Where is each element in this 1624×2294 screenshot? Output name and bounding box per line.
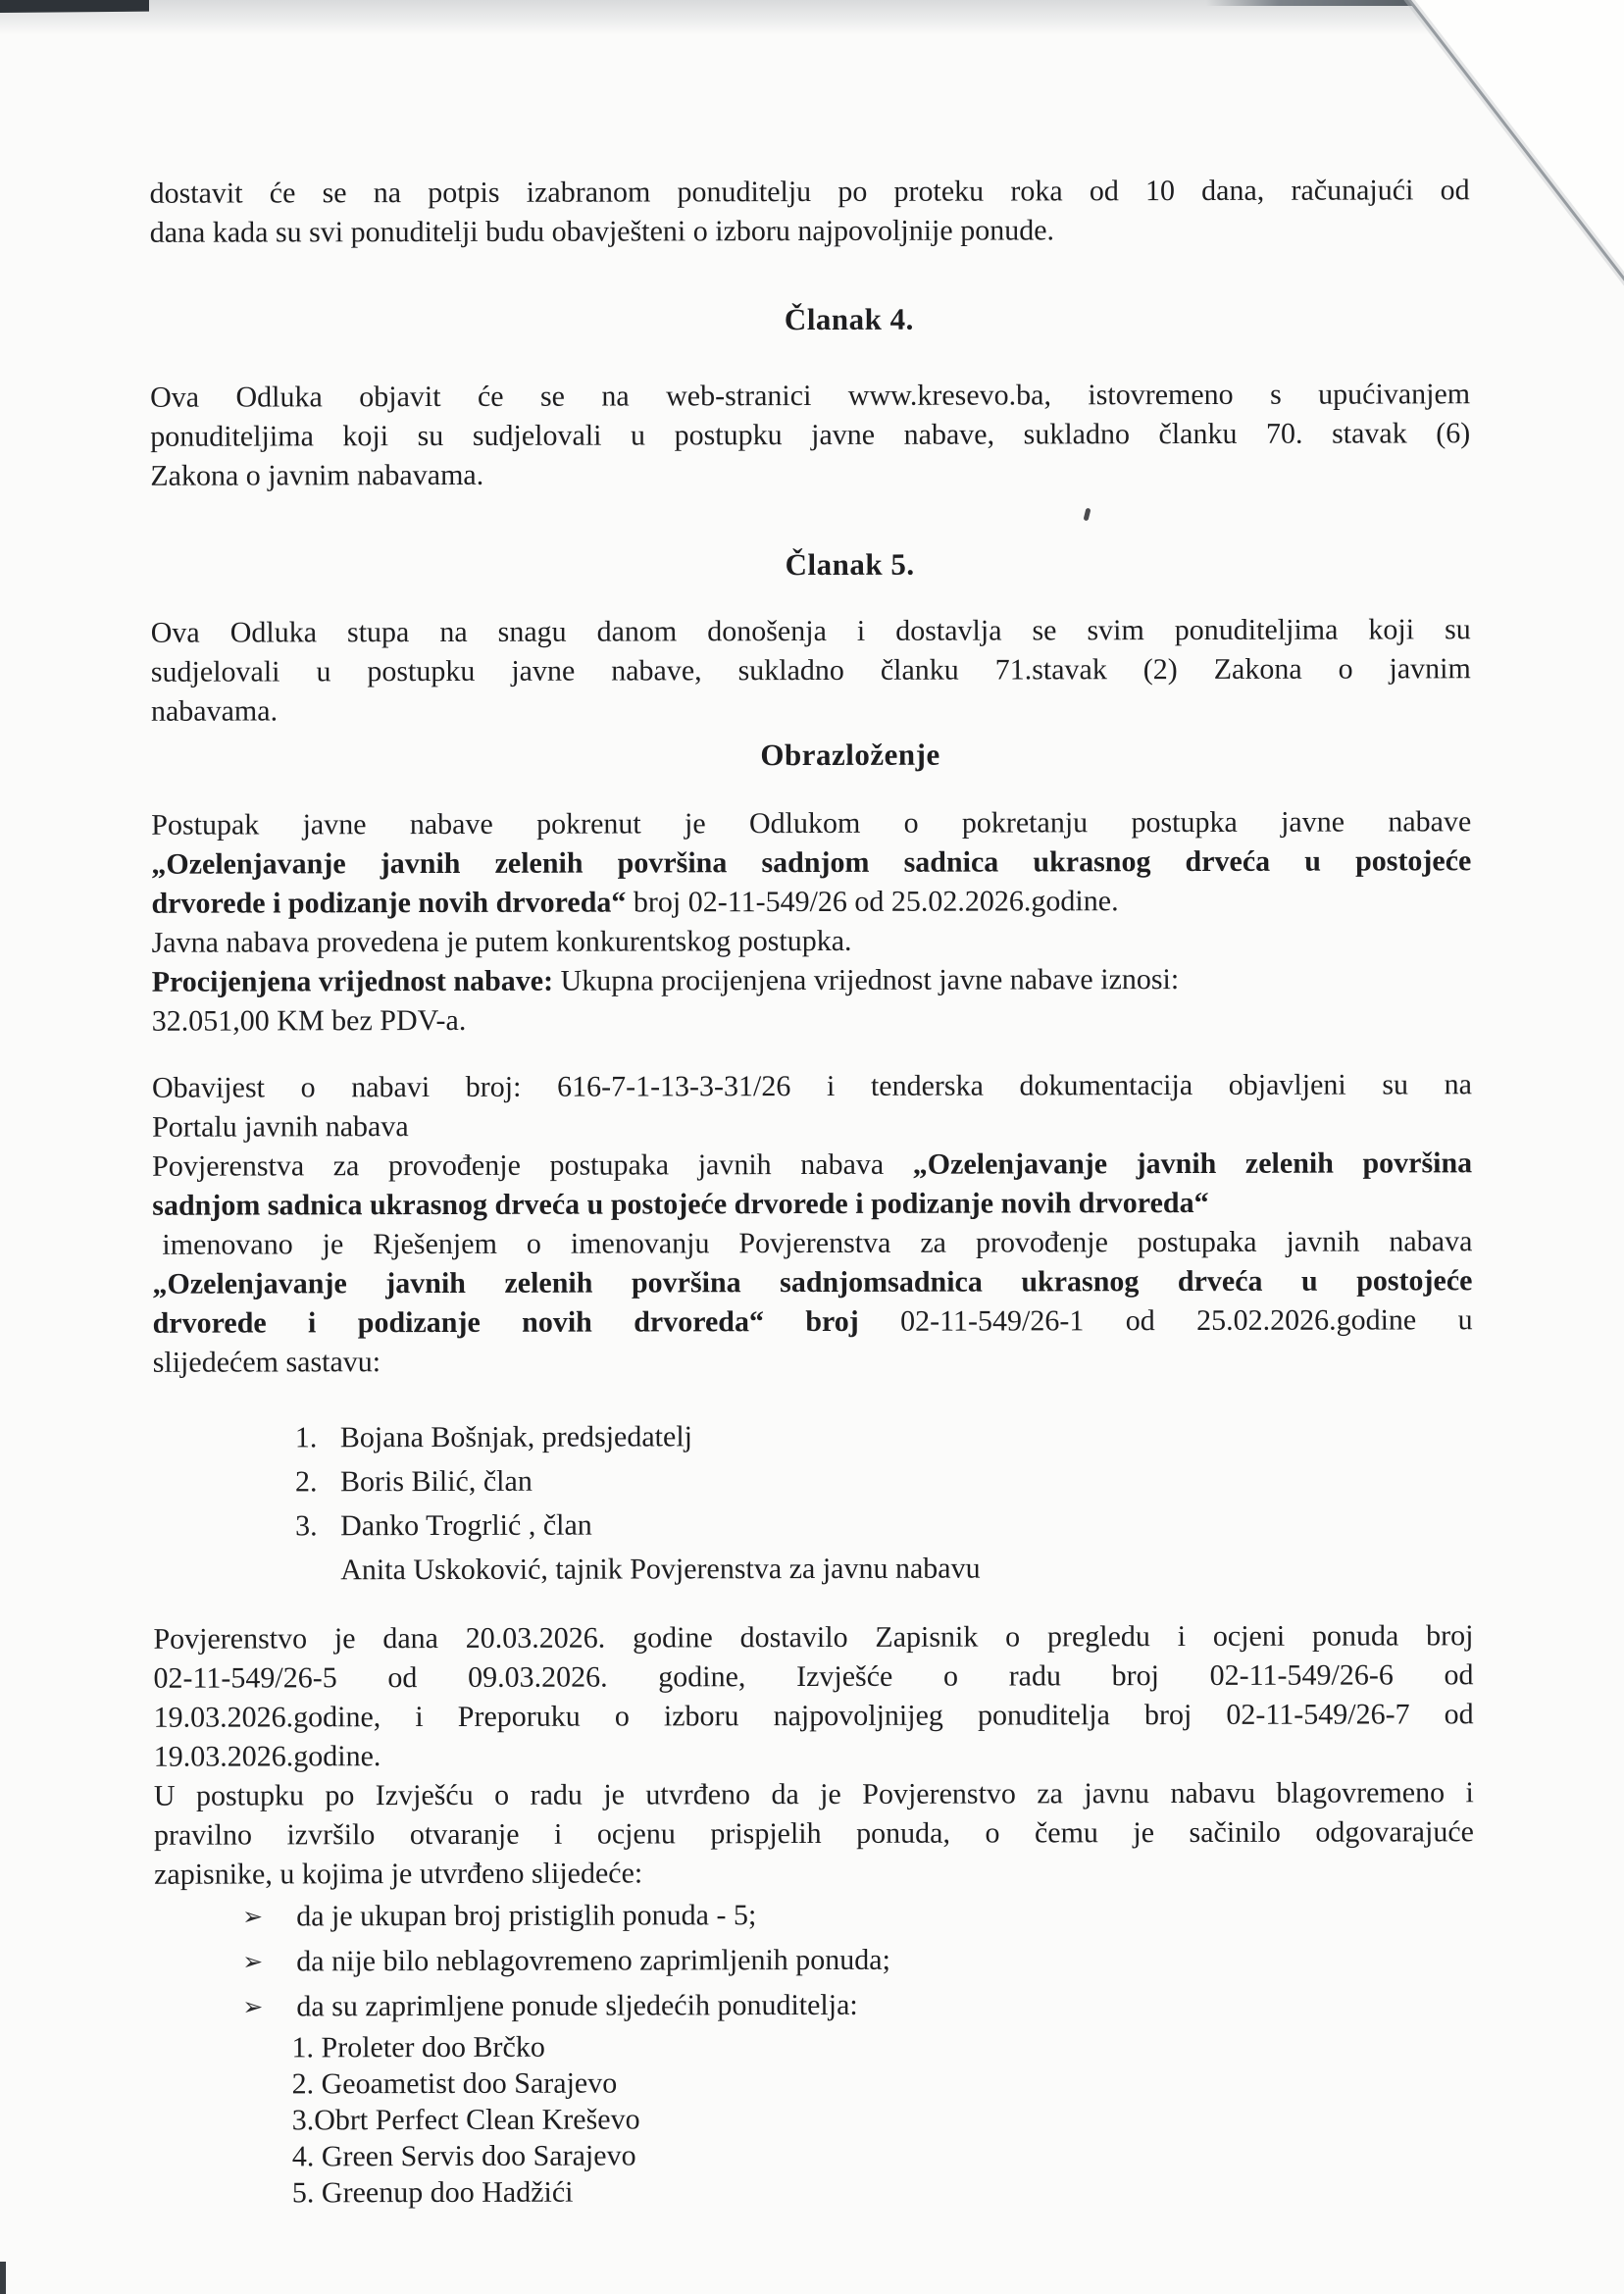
arrow-bullet-icon: ➢: [242, 1992, 264, 2021]
committee-member-name: Anita Uskoković, tajnik Povjerenstva za javnu nabavu: [340, 1552, 981, 1587]
appointed-line-3-bold: drvorede i podizanje novih drvoreda“ broj: [152, 1304, 859, 1340]
report-line-3: 19.03.2026.godine, i Preporuku o izboru najpovoljnijeg ponuditelja broj 02-11-549/26-7 od: [153, 1698, 1474, 1734]
committee-member-name: Danko Trogrlić , član: [340, 1508, 592, 1543]
scan-mark-top-left: [0, 0, 149, 13]
procedure-line-3: [151, 881, 1471, 924]
committee-member-number: 3.: [295, 1509, 318, 1543]
finding-item: [154, 1936, 1474, 1985]
process-line-2: pravilno izvršilo otvaranje i ocjenu prispjelih ponuda, o čemu je sačinilo odgovarajuće: [153, 1815, 1474, 1852]
committee-member-row: [295, 1412, 1473, 1459]
finding-text: da su zaprimljene ponude sljedećih ponuditelja:: [296, 1988, 858, 2023]
committee-member-name: Bojana Bošnjak, predsjedatelj: [339, 1420, 693, 1454]
finding-item: [154, 1891, 1474, 1940]
committee-list: [153, 1412, 1473, 1593]
arrow-bullet-icon: ➢: [242, 1947, 264, 1976]
committee-member-number: [295, 1548, 340, 1592]
bidder-item: 2. Geoametist doo Sarajevo: [291, 2066, 618, 2101]
article-4-line-3: Zakona o javnim nabavama.: [150, 458, 484, 492]
procedure-line-3-regular: broj 02-11-549/26 od 25.02.2026.godine.: [626, 885, 1119, 919]
appointed-line-4: slijedećem sastavu:: [152, 1346, 381, 1379]
report-line-1: Povjerenstvo je dana 20.03.2026. godine dostavilo Zapisnik o pregledu i ocjeni ponuda broj: [153, 1619, 1474, 1656]
bidders-list: [154, 2026, 1474, 2212]
committee-member-number: 2.: [294, 1465, 318, 1499]
committee-member-name: Boris Bilić, član: [339, 1464, 533, 1499]
estimated-value-label: Procijenjena vrijednost nabave:: [151, 964, 561, 998]
appointed-line-1: imenovano je Rješenjem o imenovanju Povjerenstva za provođenje postupaka javnih nabava: [162, 1225, 1473, 1261]
appointed-line-3: [153, 1300, 1473, 1344]
commission-line-2-bold: sadnjom sadnica ukrasnog drveća u postojeće drvorede i podizanje novih drvoreda“: [152, 1186, 1209, 1222]
finding-item: [154, 1981, 1474, 2030]
rationale-heading: Obrazloženje: [760, 737, 940, 773]
article-5-line-2: sudjelovali u postupku javne nabave, sukladno članku 71.stavak (2) Zakona o javnim: [150, 652, 1471, 688]
estimated-value-line-1: [152, 959, 1472, 1002]
notice-line-2: Portalu javnih nabava: [152, 1110, 409, 1144]
article-4-line-2: ponuditeljima koji su sudjelovali u postupku javne nabave, sukladno članku 70. stavak (6): [150, 417, 1471, 453]
committee-member-number: 1.: [294, 1421, 318, 1454]
article-4-heading: Članak 4.: [784, 301, 914, 337]
commission-line-2: [152, 1183, 1472, 1226]
bidder-item: 3.Obrt Perfect Clean Kreševo: [291, 2103, 640, 2137]
commission-line-1: [152, 1144, 1472, 1187]
commission-line-1-bold: „Ozelenjavanje javnih zelenih površina: [912, 1147, 1473, 1181]
article-5-line-1: Ova Odluka stupa na snagu danom donošenja i dostavlja se svim ponuditeljima koji su: [150, 613, 1471, 649]
process-line-3: zapisnike, u kojima je utvrđeno slijedeće:: [154, 1857, 643, 1891]
finding-text: da je ukupan broj pristiglih ponuda - 5;: [296, 1899, 757, 1933]
notice-line-1: Obavijest o nabavi broj: 616-7-1-13-3-31/26 i tenderska dokumentacija objavljeni su na: [151, 1068, 1472, 1104]
article-5-heading: Članak 5.: [785, 546, 915, 583]
procedure-line-2-bold: „Ozelenjavanje javnih zelenih površina sadnjom sadnica ukrasnog drveća u postojeće: [151, 844, 1472, 881]
arrow-bullet-icon: ➢: [242, 1902, 264, 1931]
document-content: [149, 0, 1475, 2212]
appointed-line-2: [152, 1261, 1472, 1304]
page-corner-fold: [1320, 0, 1624, 294]
committee-member-row: [295, 1456, 1473, 1504]
article-5-line-3: nabavama.: [150, 694, 279, 728]
report-line-2: 02-11-549/26-5 od 09.03.2026. godine, Izvješće o radu broj 02-11-549/26-6 od: [153, 1658, 1474, 1695]
committee-member-row: [295, 1545, 1473, 1592]
estimated-value-line-2: 32.051,00 KM bez PDV-a.: [151, 1003, 467, 1038]
report-line-4: 19.03.2026.godine.: [153, 1740, 381, 1773]
intro-line-2: dana kada su svi ponuditelji budu obavješteni o izboru najpovoljnije ponude.: [149, 214, 1055, 249]
procedure-line-1: Postupak javne nabave pokrenut je Odlukom o pokretanju postupka javne nabave: [151, 805, 1472, 841]
bidder-item: 1. Proleter doo Brčko: [291, 2030, 545, 2065]
finding-text: da nije bilo neblagovremeno zaprimljenih ponuda;: [296, 1943, 890, 1978]
procedure-line-2: [151, 841, 1471, 885]
appointed-line-3-regular: 02-11-549/26-1 od 25.02.2026.godine u: [858, 1303, 1473, 1338]
findings-list: [154, 1891, 1474, 2030]
committee-member-row: [295, 1501, 1473, 1548]
bidder-item: 5. Greenup doo Hadžići: [291, 2175, 574, 2210]
procedure-line-3-bold: drvorede i podizanje novih drvoreda“: [151, 886, 627, 920]
article-4-line-1: Ova Odluka objavit će se na web-stranici www.kresevo.ba, istovremeno s upućivanjem: [150, 378, 1471, 414]
commission-line-1-regular: Povjerenstva za provođenje postupaka javnih nabava: [152, 1147, 913, 1183]
process-line-1: U postupku po Izvješću o radu je utvrđeno da je Povjerenstvo za javnu nabavu blagovremeno i: [153, 1776, 1474, 1812]
intro-line-1: dostavit će se na potpis izabranom ponuditelju po proteku roka od 10 dana, računajući od: [149, 174, 1470, 210]
appointed-line-2-bold: „Ozelenjavanje javnih zelenih površina sadnjomsadnica ukrasnog drveća u postojeće: [152, 1264, 1473, 1300]
scan-mark-bottom-left: [0, 2262, 6, 2294]
competitive-procedure-line: Javna nabava provedena je putem konkurentskog postupka.: [151, 924, 852, 959]
bidder-item: 4. Green Servis doo Sarajevo: [291, 2139, 636, 2173]
estimated-value-text: Ukupna procijenjena vrijednost javne nabave iznosi:: [560, 963, 1180, 997]
